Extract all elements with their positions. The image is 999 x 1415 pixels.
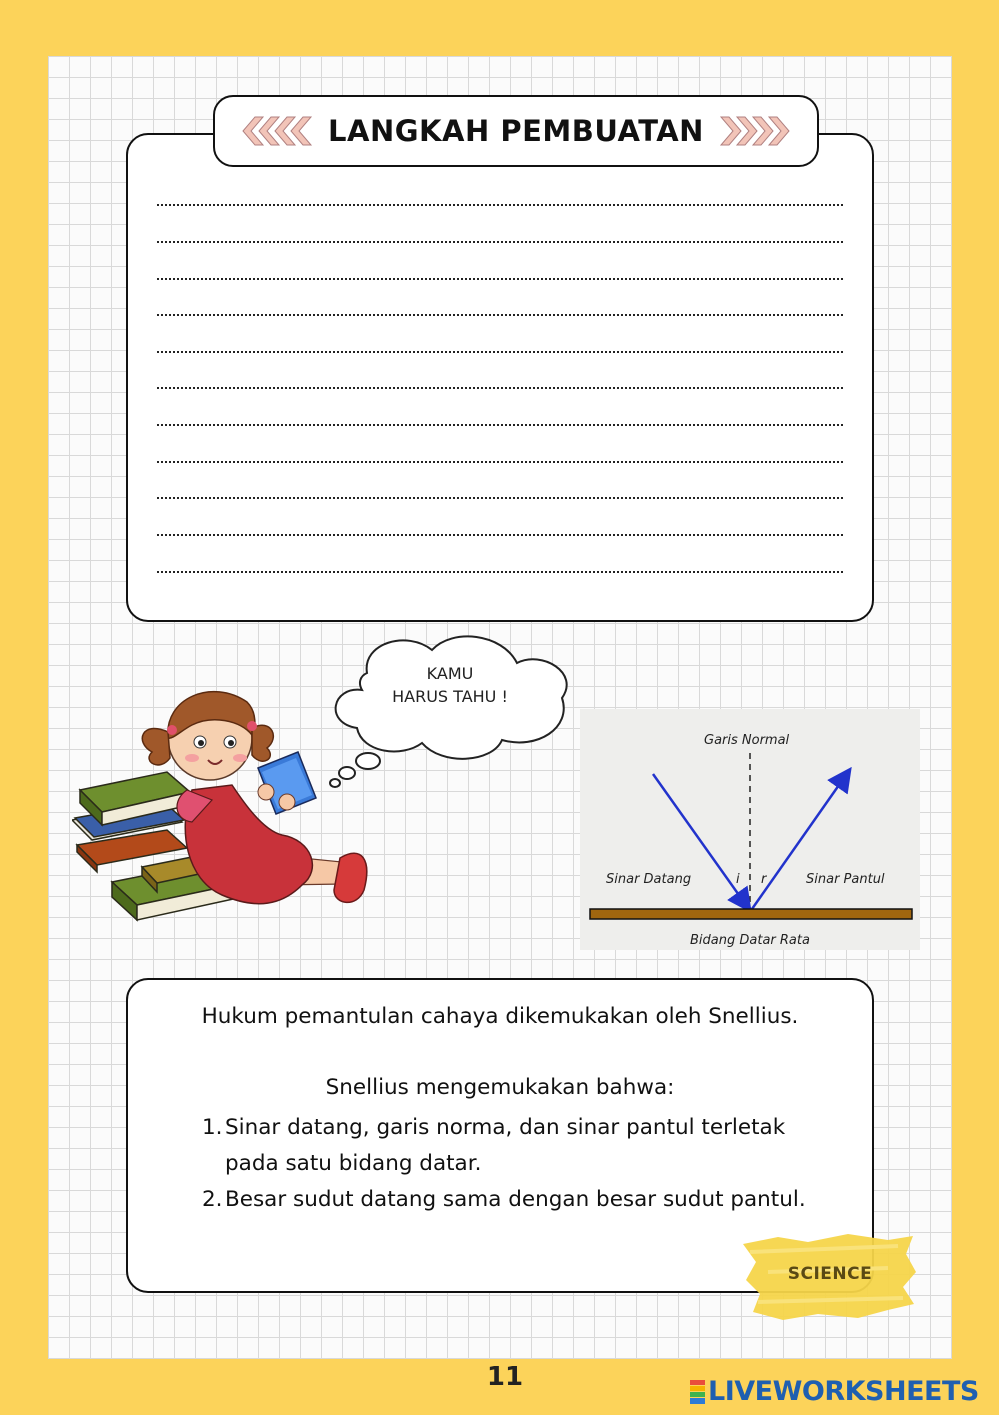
thought-line-1: KAMU (426, 664, 474, 683)
flat-surface (590, 909, 912, 919)
list-item-text: Sinar datang, garis norma, dan sinar pantul terletak pada satu bidang datar. (225, 1115, 786, 1176)
list-item-number: 1. (202, 1115, 223, 1140)
list-item (202, 1110, 842, 1182)
reflection-diagram (580, 709, 920, 950)
answer-line[interactable] (157, 497, 843, 499)
incident-label: Sinar Datang (606, 872, 692, 887)
angle-r-label: r (761, 872, 767, 887)
answer-line[interactable] (157, 351, 843, 353)
chevron-right-icon (718, 113, 803, 149)
page-number: 11 (486, 1362, 524, 1392)
answer-line[interactable] (157, 278, 843, 280)
info-intro: Hukum pemantulan cahaya dikemukakan oleh Snellius. (201, 1004, 799, 1029)
surface-label: Bidang Datar Rata (690, 933, 810, 948)
science-badge: SCIENCE (787, 1264, 873, 1284)
thought-text (360, 662, 540, 708)
steps-title: LANGKAH PEMBUATAN (328, 114, 704, 148)
info-list (202, 1110, 842, 1218)
answer-line[interactable] (157, 571, 843, 573)
angle-i-label: i (736, 872, 740, 887)
steps-box (126, 133, 874, 622)
normal-label: Garis Normal (704, 733, 790, 748)
chevron-left-icon (229, 113, 314, 149)
answer-line[interactable] (157, 387, 843, 389)
list-item (202, 1182, 842, 1218)
answer-line[interactable] (157, 204, 843, 206)
girl-reading-illustration (72, 680, 382, 945)
answer-line[interactable] (157, 314, 843, 316)
reflected-ray (752, 775, 846, 909)
liveworksheets-icon (690, 1380, 705, 1404)
thought-line-2: HARUS TAHU ! (392, 687, 508, 706)
list-item-number: 2. (202, 1187, 223, 1212)
reflected-label: Sinar Pantul (806, 872, 885, 887)
answer-line[interactable] (157, 461, 843, 463)
steps-title-pill (213, 95, 819, 167)
answer-line[interactable] (157, 424, 843, 426)
liveworksheets-logo[interactable] (690, 1376, 979, 1407)
answer-line[interactable] (157, 534, 843, 536)
answer-line[interactable] (157, 241, 843, 243)
liveworksheets-brand: LIVEWORKSHEETS (708, 1376, 979, 1407)
list-item-text: Besar sudut datang sama dengan besar sudut pantul. (225, 1187, 806, 1212)
info-lead: Snellius mengemukakan bahwa: (325, 1075, 675, 1100)
